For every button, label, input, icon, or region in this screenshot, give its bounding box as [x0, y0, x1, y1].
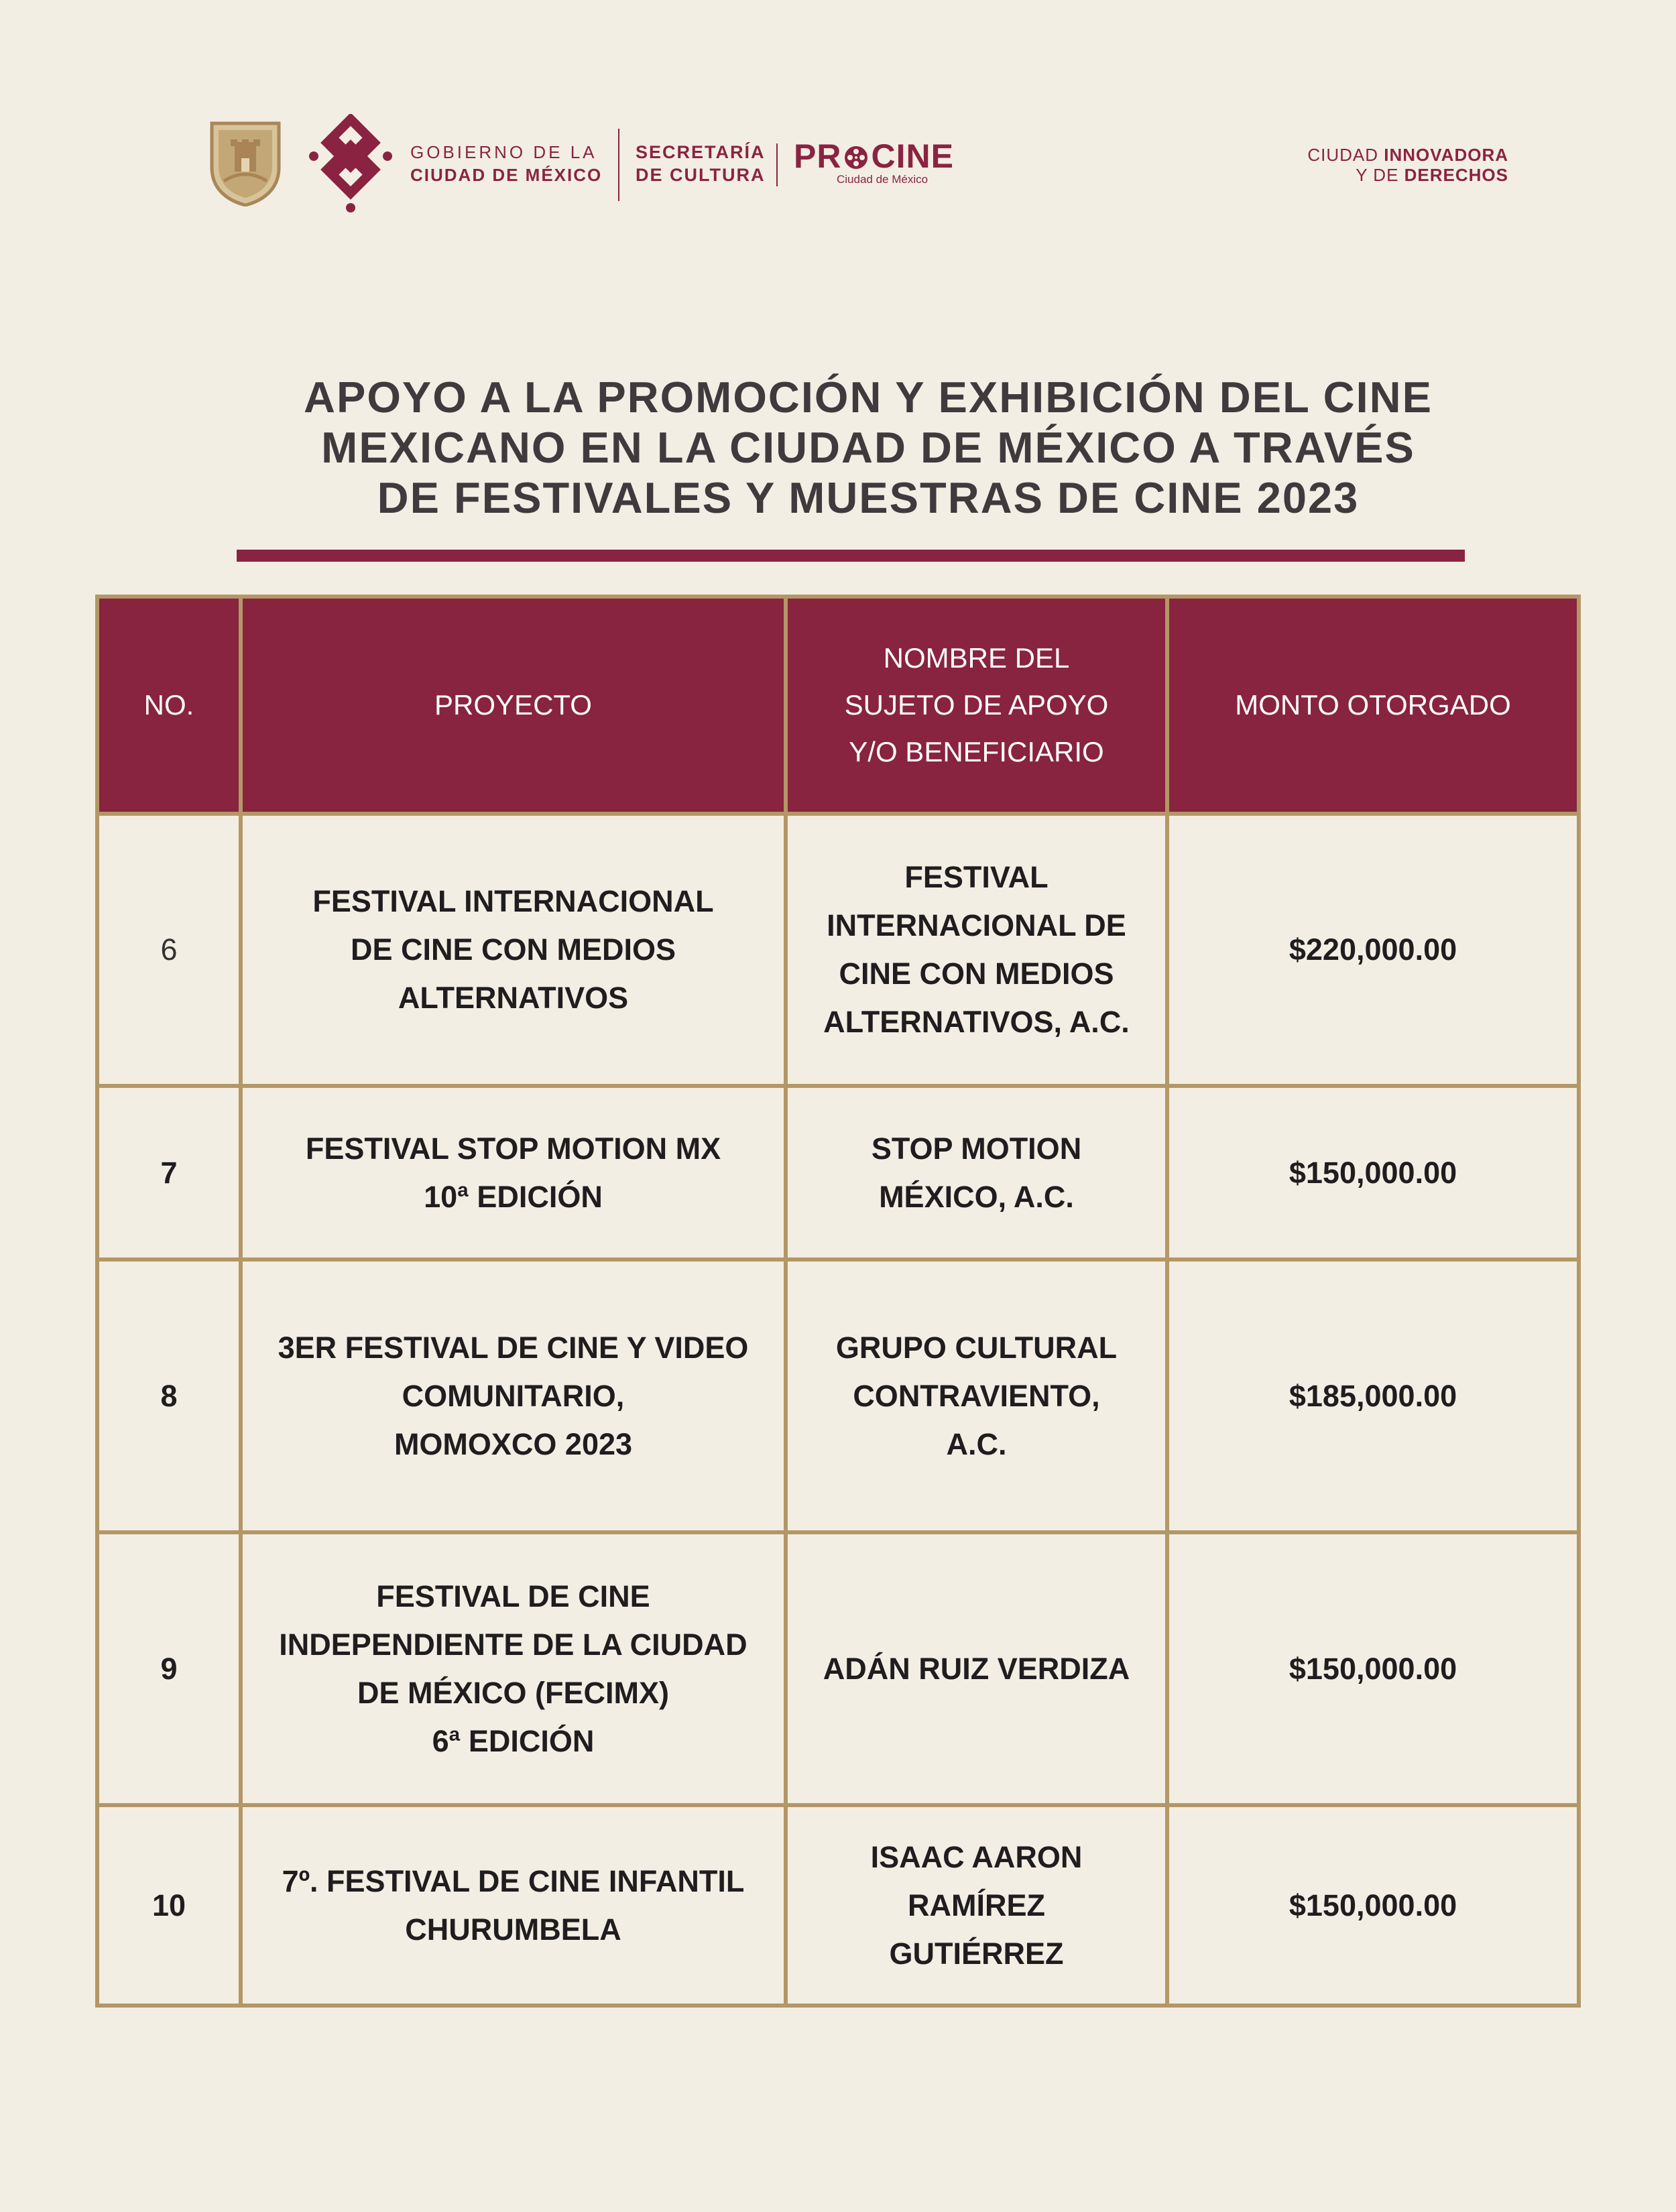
support-table — [95, 595, 1581, 2008]
procine-left-text: PR — [794, 137, 842, 175]
row-8-monto: $185,000.00 — [1169, 1262, 1577, 1530]
secretaria-cultura-wordmark — [636, 141, 766, 186]
title-underline — [237, 550, 1465, 562]
row-9-monto: $150,000.00 — [1169, 1534, 1577, 1803]
row-10-proyecto: 7º. FESTIVAL DE CINE INFANTIL CHURUMBELA — [243, 1807, 784, 2004]
film-reel-icon — [844, 145, 868, 170]
row-8-proyecto: 3ER FESTIVAL DE CINE Y VIDEO COMUNITARIO, MOMOXCO 2023 — [243, 1262, 784, 1530]
slogan-2-plain: Y DE — [1356, 165, 1404, 185]
row-10-no: 10 — [99, 1807, 239, 2004]
procine-subtitle: Ciudad de México — [837, 173, 929, 186]
row-9-no: 9 — [99, 1534, 239, 1803]
gobierno-cdmx-wordmark — [410, 141, 602, 186]
gobierno-line-2: CIUDAD DE MÉXICO — [410, 165, 603, 185]
row-7-proyecto: FESTIVAL STOP MOTION MX 10ª EDICIÓN — [243, 1088, 784, 1257]
row-8-beneficiario: GRUPO CULTURAL CONTRAVIENTO, A.C. — [788, 1262, 1165, 1530]
header-divider — [776, 143, 778, 186]
slogan-2-bold: DERECHOS — [1404, 165, 1508, 185]
header-no: NO. — [99, 599, 239, 812]
procine-logo — [794, 139, 954, 173]
row-6-monto: $220,000.00 — [1169, 816, 1577, 1084]
row-6-beneficiario: FESTIVAL INTERNACIONAL DE CINE CON MEDIOS ALTERNATIVOS, A.C. — [788, 816, 1165, 1084]
row-10-beneficiario: ISAAC AARON RAMÍREZ GUTIÉRREZ — [788, 1807, 1165, 2004]
row-7-no: 7 — [99, 1088, 239, 1257]
document-title — [201, 372, 1535, 523]
secretaria-line-2: DE CULTURA — [636, 165, 766, 185]
row-6-proyecto: FESTIVAL INTERNACIONAL DE CINE CON MEDIOS ALTERNATIVOS — [243, 816, 784, 1084]
row-9-proyecto: FESTIVAL DE CINE INDEPENDIENTE DE LA CIUDAD DE MÉXICO (FECIMX) 6ª EDICIÓN — [243, 1534, 784, 1803]
procine-right-text: CINE — [871, 137, 954, 175]
header-beneficiario: NOMBRE DEL SUJETO DE APOYO Y/O BENEFICIARIO — [788, 599, 1165, 812]
row-10-monto: $150,000.00 — [1169, 1807, 1577, 2004]
page-header — [0, 0, 1676, 214]
slogan-1-plain: CIUDAD — [1307, 145, 1384, 165]
header-monto: MONTO OTORGADO — [1169, 599, 1577, 812]
row-8-no: 8 — [99, 1262, 239, 1530]
row-6-no: 6 — [99, 816, 239, 1084]
secretaria-line-1: SECRETARÍA — [636, 142, 766, 162]
slogan-1-bold: INNOVADORA — [1384, 145, 1508, 165]
row-7-monto: $150,000.00 — [1169, 1088, 1577, 1257]
title-line-2: MEXICANO EN LA CIUDAD DE MÉXICO A TRAVÉS — [321, 423, 1415, 472]
title-line-3: DE FESTIVALES Y MUESTRAS DE CINE 2023 — [377, 473, 1360, 522]
header-divider — [618, 129, 619, 201]
coat-of-arms-logo — [208, 121, 283, 206]
gobierno-line-1: GOBIERNO DE LA — [410, 142, 597, 162]
row-7-beneficiario: STOP MOTION MÉXICO, A.C. — [788, 1088, 1165, 1257]
row-9-beneficiario: ADÁN RUIZ VERDIZA — [788, 1534, 1165, 1803]
header-proyecto: PROYECTO — [243, 599, 784, 812]
cdmx-mark-logo — [307, 114, 394, 214]
slogan — [1307, 145, 1508, 185]
title-line-1: APOYO A LA PROMOCIÓN Y EXHIBICIÓN DEL CINE — [304, 373, 1433, 422]
